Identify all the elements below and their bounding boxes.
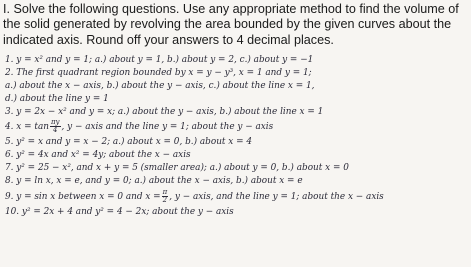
problem-4-suffix: , y − axis and the line y = 1; about the y − axis xyxy=(61,122,274,133)
problem-2-part-d: d.) about the line y = 1 xyxy=(5,93,109,104)
problem-list xyxy=(5,54,467,219)
problem-10: 10. y² = 2x + 4 and y² = 4 − 2x; about the y − axis xyxy=(5,207,234,218)
instructions-paragraph: I. Solve the following questions. Use any appropriate method to find the volume of the solid generated by revolving the area bounded by the given curves about the indicated axis. Round off your answers to 4 decimal places. xyxy=(3,2,459,47)
problem-9-fraction-denominator: 2 xyxy=(162,196,168,205)
problem-2: 2. The first quadrant region bounded by x = y − y³, x = 1 and y = 1; xyxy=(5,67,312,78)
problem-8: 8. y = ln x, x = e, and y = 0; a.) about the x − axis, b.) about x = e xyxy=(5,176,303,187)
problem-1: 1. y = x² and y = 1; a.) about y = 1, b.) about y = 2, c.) about y = −1 xyxy=(5,55,314,65)
problem-4 xyxy=(5,118,467,136)
problem-4-fraction-numerator: πy xyxy=(50,117,60,126)
problem-5: 5. y² = x and y = x − 2; a.) about x = 0, b.) about x = 4 xyxy=(5,137,253,148)
problem-2-parts-a-c: a.) about the x − axis, b.) about the y − axis, c.) about the line x = 1, xyxy=(5,80,315,91)
problem-4-fraction xyxy=(50,119,61,135)
problem-9 xyxy=(5,188,467,206)
problem-9-prefix: 9. y = sin x between x = 0 and x = xyxy=(5,192,161,203)
problem-7: 7. y² = 25 − x², and x + y = 5 (smaller area); a.) about y = 0, b.) about x = 0 xyxy=(5,163,349,174)
problem-6: 6. y² = 4x and x² = 4y; about the x − axis xyxy=(5,150,191,161)
problem-9-suffix: , y − axis, and the line y = 1; about the x − axis xyxy=(169,192,384,203)
problem-9-fraction xyxy=(162,189,169,205)
problem-4-prefix: 4. x = tan xyxy=(5,122,49,133)
problem-9-fraction-numerator: π xyxy=(162,187,168,196)
problem-3: 3. y = 2x − x² and y = x; a.) about the y − axis, b.) about the line x = 1 xyxy=(5,106,324,117)
problem-4-fraction-denominator: 4 xyxy=(53,126,58,135)
